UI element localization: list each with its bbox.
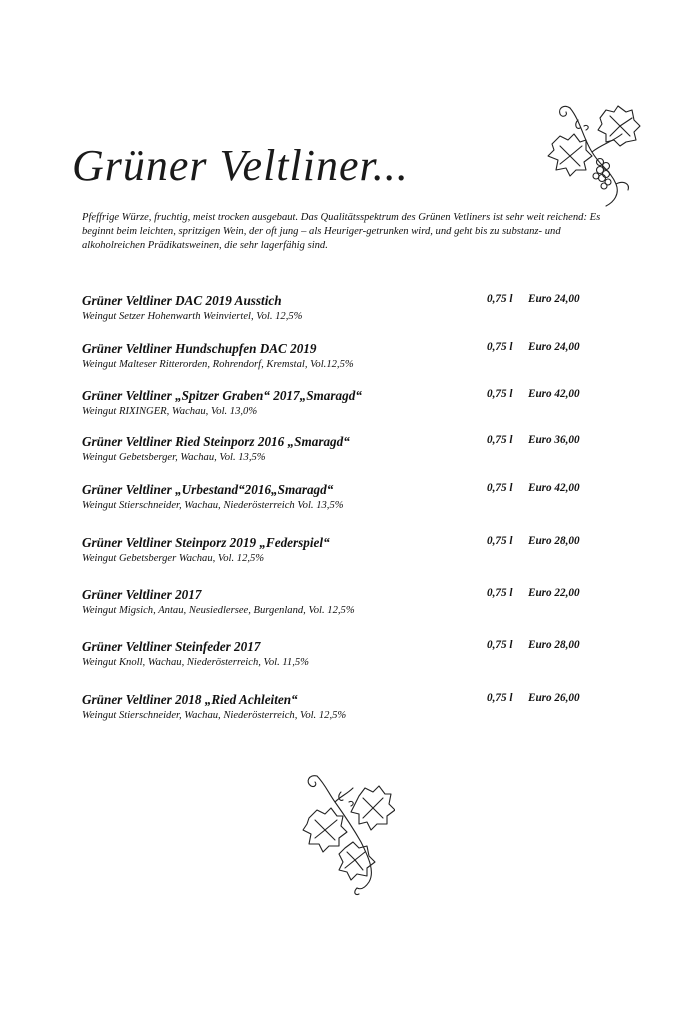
wine-item xyxy=(82,692,602,728)
wine-name: Grüner Veltliner Steinfeder 2017 xyxy=(82,639,261,654)
wine-producer: Weingut Malteser Ritterorden, Rohrendorf, Kremstal, Vol.12,5% xyxy=(82,359,354,370)
wine-price: Euro 26,00 xyxy=(528,692,580,704)
wine-price: Euro 22,00 xyxy=(528,587,580,599)
wine-volume: 0,75 l xyxy=(487,434,513,446)
wine-price: Euro 36,00 xyxy=(528,434,580,446)
wine-price: Euro 28,00 xyxy=(528,639,580,651)
wine-volume: 0,75 l xyxy=(487,341,513,353)
wine-volume: 0,75 l xyxy=(487,388,513,400)
wine-item xyxy=(82,482,602,518)
wine-name: Grüner Veltliner Ried Steinporz 2016 „Smaragd“ xyxy=(82,434,350,449)
wine-producer: Weingut RIXINGER, Wachau, Vol. 13,0% xyxy=(82,406,258,417)
wine-name: Grüner Veltliner 2018 „Ried Achleiten“ xyxy=(82,692,298,707)
wine-price: Euro 42,00 xyxy=(528,388,580,400)
wine-volume: 0,75 l xyxy=(487,692,513,704)
grape-vine-icon xyxy=(295,772,395,897)
wine-producer: Weingut Stierschneider, Wachau, Niederösterreich Vol. 13,5% xyxy=(82,500,344,511)
wine-price: Euro 24,00 xyxy=(528,293,580,305)
wine-name: Grüner Veltliner „Urbestand“2016„Smaragd“ xyxy=(82,482,334,497)
wine-item xyxy=(82,639,602,675)
wine-name: Grüner Veltliner Steinporz 2019 „Federspiel“ xyxy=(82,535,330,550)
wine-item xyxy=(82,388,602,424)
wine-name: Grüner Veltliner Hundschupfen DAC 2019 xyxy=(82,341,317,356)
wine-producer: Weingut Gebetsberger Wachau, Vol. 12,5% xyxy=(82,553,265,564)
wine-item xyxy=(82,293,602,329)
wine-price: Euro 28,00 xyxy=(528,535,580,547)
wine-name: Grüner Veltliner DAC 2019 Ausstich xyxy=(82,293,282,308)
wine-volume: 0,75 l xyxy=(487,535,513,547)
wine-producer: Weingut Migsich, Antau, Neusiedlersee, Burgenland, Vol. 12,5% xyxy=(82,605,355,616)
wine-producer: Weingut Knoll, Wachau, Niederösterreich, Vol. 11,5% xyxy=(82,657,309,668)
page-title: Grüner Veltliner... xyxy=(72,141,409,190)
wine-volume: 0,75 l xyxy=(487,639,513,651)
intro-text: Pfeffrige Würze, fruchtig, meist trocken ausgebaut. Das Qualitätsspektrum des Grünen Vetliners ist sehr weit reichend: Es beginnt beim leichten, spritzigen Wein, der oft jung – als Heuriger-getrunken wird, und geht bis zu substanz- und alkoholreichen Prädikatsweinen, die sehr lagerfähig sind. xyxy=(82,212,601,252)
wine-producer: Weingut Setzer Hohenwarth Weinviertel, Vol. 12,5% xyxy=(82,311,303,322)
wine-volume: 0,75 l xyxy=(487,587,513,599)
wine-volume: 0,75 l xyxy=(487,482,513,494)
wine-price: Euro 42,00 xyxy=(528,482,580,494)
grape-vine-icon xyxy=(540,100,645,210)
wine-producer: Weingut Gebetsberger, Wachau, Vol. 13,5% xyxy=(82,452,266,463)
wine-item xyxy=(82,535,602,571)
wine-price: Euro 24,00 xyxy=(528,341,580,353)
wine-name: Grüner Veltliner „Spitzer Graben“ 2017„Smaragd“ xyxy=(82,388,362,403)
wine-name: Grüner Veltliner 2017 xyxy=(82,587,202,602)
wine-item xyxy=(82,434,602,470)
wine-item xyxy=(82,341,602,377)
wine-volume: 0,75 l xyxy=(487,293,513,305)
wine-producer: Weingut Stierschneider, Wachau, Niederösterreich, Vol. 12,5% xyxy=(82,710,347,721)
wine-item xyxy=(82,587,602,623)
